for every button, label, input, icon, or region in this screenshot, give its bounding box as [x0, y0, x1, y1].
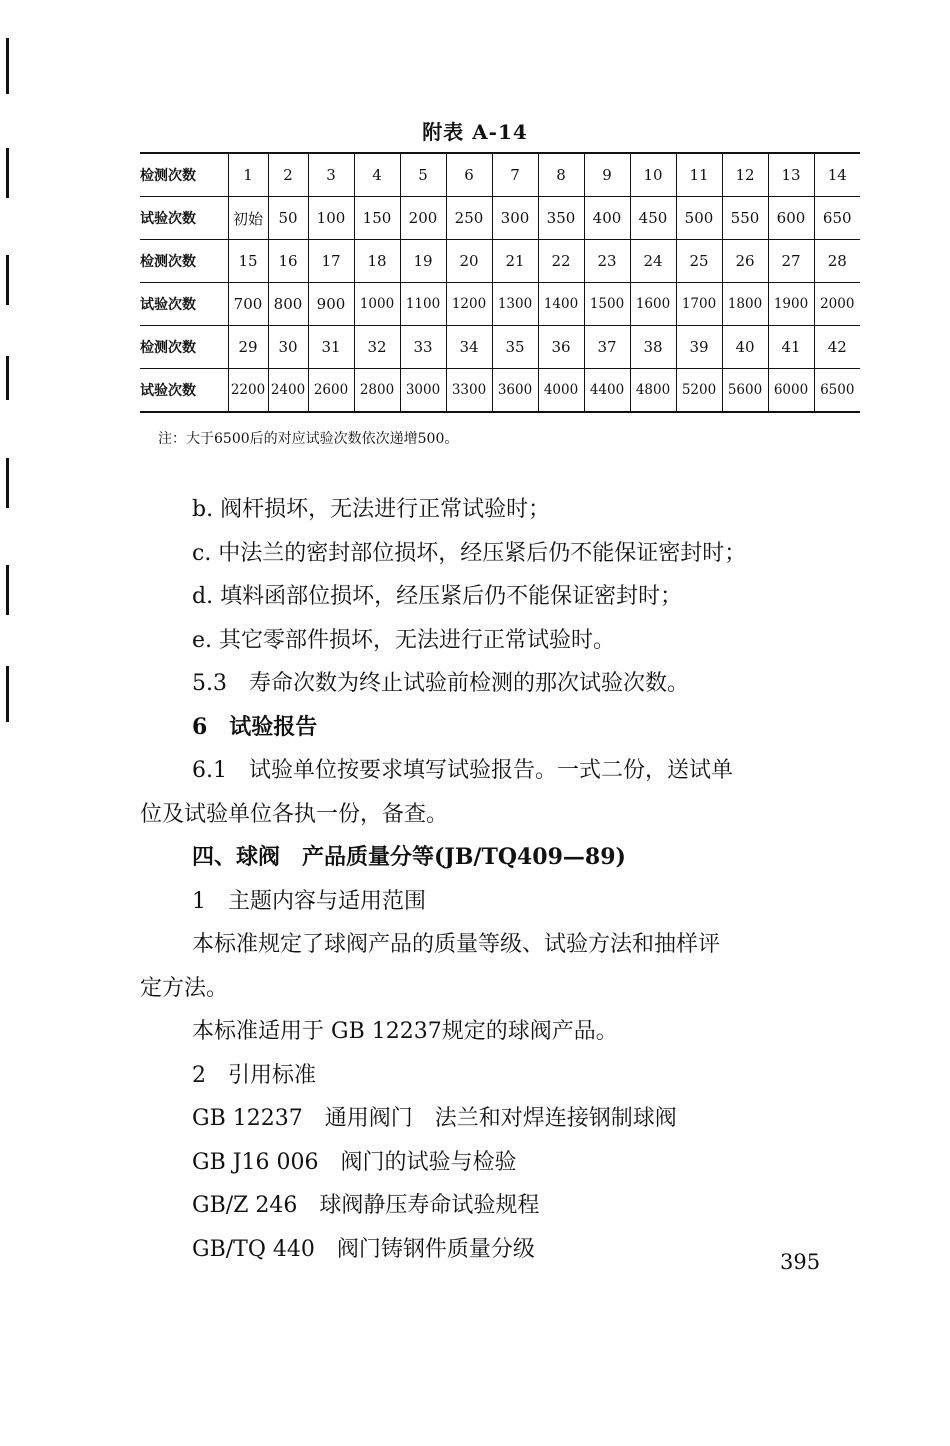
table-cell: 18: [354, 240, 400, 283]
table-cell: 20: [446, 240, 492, 283]
table-cell: 33: [400, 326, 446, 369]
table-cell: 1100: [400, 283, 446, 326]
table-cell: 450: [630, 197, 676, 240]
body-text: [140, 488, 865, 1271]
table-title: 附表 A-14: [422, 120, 528, 144]
scan-edge-mark-7: [6, 666, 9, 722]
table-cell: 1700: [676, 283, 722, 326]
scan-edge-mark-1: [6, 38, 9, 94]
table-cell: 5200: [676, 369, 722, 413]
table-cell: 37: [584, 326, 630, 369]
table-cell: 1500: [584, 283, 630, 326]
table-cell: 10: [630, 153, 676, 197]
scan-edge-mark-5: [6, 458, 9, 508]
table-cell: 30: [268, 326, 308, 369]
table-cell: 21: [492, 240, 538, 283]
scan-edge-mark-4: [6, 356, 9, 400]
row-label: 试验次数: [140, 369, 228, 413]
table-cell: 4800: [630, 369, 676, 413]
table-cell: 700: [228, 283, 268, 326]
table-cell: 1400: [538, 283, 584, 326]
table-cell: 22: [538, 240, 584, 283]
table-cell: 29: [228, 326, 268, 369]
table-cell: 6: [446, 153, 492, 197]
table-cell: 100: [308, 197, 354, 240]
reference-gbtq-440: GB/TQ 440 阀门铸钢件质量分级: [192, 1236, 535, 1262]
table-cell: 4400: [584, 369, 630, 413]
table-cell: 150: [354, 197, 400, 240]
table-cell: 300: [492, 197, 538, 240]
table-cell: 250: [446, 197, 492, 240]
page-number: 395: [780, 1250, 821, 1274]
table-cell: 24: [630, 240, 676, 283]
table-cell: 900: [308, 283, 354, 326]
table-cell: 2: [268, 153, 308, 197]
table-cell: 17: [308, 240, 354, 283]
table-cell: 2000: [814, 283, 860, 326]
item-e: e. 其它零部件损坏，无法进行正常试验时。: [192, 627, 616, 653]
table-cell: 12: [722, 153, 768, 197]
table-cell: 19: [400, 240, 446, 283]
table-cell: 23: [584, 240, 630, 283]
table-cell: 6500: [814, 369, 860, 413]
row-label: 检测次数: [140, 168, 196, 184]
clause-6-1-continued: 位及试验单位各执一份，备查。: [140, 801, 449, 827]
table-cell: 1800: [722, 283, 768, 326]
reference-gbz-246: GB/Z 246 球阀静压寿命试验规程: [192, 1193, 540, 1218]
table-cell: 5: [400, 153, 446, 197]
table-cell: 1300: [492, 283, 538, 326]
table-cell: 550: [722, 197, 768, 240]
table-cell: 2800: [354, 369, 400, 413]
table-row: [140, 369, 860, 413]
table-note: 注：大于6500后的对应试验次数依次递增500。: [158, 431, 459, 447]
table-cell: 800: [268, 283, 308, 326]
table-cell: 25: [676, 240, 722, 283]
table-cell: 650: [814, 197, 860, 240]
table-cell: 50: [268, 197, 308, 240]
table-cell: 16: [268, 240, 308, 283]
table-cell: 600: [768, 197, 814, 240]
reference-gbj-16-006: GB J16 006 阀门的试验与检验: [192, 1149, 517, 1175]
table-body: [140, 153, 860, 412]
table-cell: 34: [446, 326, 492, 369]
table-cell: 11: [676, 153, 722, 197]
heading-6: 6 试验报告: [192, 713, 318, 740]
scan-edge-mark-3: [6, 255, 9, 305]
scan-edge-mark-2: [6, 148, 9, 198]
table-cell: 40: [722, 326, 768, 369]
table-row: [140, 153, 860, 197]
table-cell: 1600: [630, 283, 676, 326]
table-cell: 28: [814, 240, 860, 283]
table-cell: 5600: [722, 369, 768, 413]
row-label: 检测次数: [140, 326, 228, 369]
table-cell: 3000: [400, 369, 446, 413]
table-cell: 500: [676, 197, 722, 240]
table-cell: 14: [814, 153, 860, 197]
table-cell: 1: [228, 153, 268, 197]
table-cell: 15: [228, 240, 268, 283]
section-heading-ball-valve: 四、球阀 产品质量分等(JB/TQ409—89): [192, 844, 626, 870]
heading-2: 2 引用标准: [192, 1062, 316, 1088]
scan-edge-mark-6: [6, 565, 9, 615]
item-d: d. 填料函部位损坏，经压紧后仍不能保证密封时；: [192, 584, 683, 609]
clause-6-1: 6.1 试验单位按要求填写试验报告。一式二份，送试单: [192, 758, 733, 783]
row-label: 试验次数: [140, 283, 228, 326]
item-c: c. 中法兰的密封部位损坏，经压紧后仍不能保证密封时；: [192, 540, 747, 566]
scope-paragraph: 本标准规定了球阀产品的质量等级、试验方法和抽样评: [192, 932, 721, 957]
table-cell: 3600: [492, 369, 538, 413]
clause-5-3: 5.3 寿命次数为终止试验前检测的那次试验次数。: [192, 671, 689, 696]
table-row: [140, 240, 860, 283]
table-cell: 9: [584, 153, 630, 197]
table-cell: 1000: [354, 283, 400, 326]
table-cell: 2600: [308, 369, 354, 413]
row-label: 试验次数: [140, 197, 228, 240]
table-cell: 7: [492, 153, 538, 197]
table-cell: 38: [630, 326, 676, 369]
table-cell: 4: [354, 153, 400, 197]
table-cell: 4000: [538, 369, 584, 413]
table-cell: 3300: [446, 369, 492, 413]
table-cell: 42: [814, 326, 860, 369]
table-cell: 41: [768, 326, 814, 369]
row-label: 检测次数: [140, 240, 228, 283]
table-cell: 200: [400, 197, 446, 240]
table-cell: 400: [584, 197, 630, 240]
heading-1: 1 主题内容与适用范围: [192, 888, 426, 914]
table-cell: 3: [308, 153, 354, 197]
table-cell: 32: [354, 326, 400, 369]
table-cell: 2400: [268, 369, 308, 413]
table-cell: 35: [492, 326, 538, 369]
scope-paragraph-continued: 定方法。: [140, 975, 229, 1001]
table-cell: 初始: [228, 197, 268, 240]
test-count-table: [140, 152, 860, 413]
table-cell: 27: [768, 240, 814, 283]
table-cell: 13: [768, 153, 814, 197]
table-cell: 39: [676, 326, 722, 369]
table-cell: 6000: [768, 369, 814, 413]
table-cell: 2200: [228, 369, 268, 413]
table-cell: 1200: [446, 283, 492, 326]
table-cell: 1900: [768, 283, 814, 326]
table-cell: 350: [538, 197, 584, 240]
table-row: [140, 283, 860, 326]
table-cell: 26: [722, 240, 768, 283]
table-cell: 8: [538, 153, 584, 197]
item-b: b. 阀杆损坏，无法进行正常试验时；: [192, 497, 551, 522]
table-cell: 31: [308, 326, 354, 369]
table-row: [140, 326, 860, 369]
table-row: [140, 197, 860, 240]
reference-gb-12237: GB 12237 通用阀门 法兰和对焊连接钢制球阀: [192, 1106, 677, 1131]
applicability-paragraph: 本标准适用于 GB 12237规定的球阀产品。: [192, 1019, 618, 1044]
table-cell: 36: [538, 326, 584, 369]
